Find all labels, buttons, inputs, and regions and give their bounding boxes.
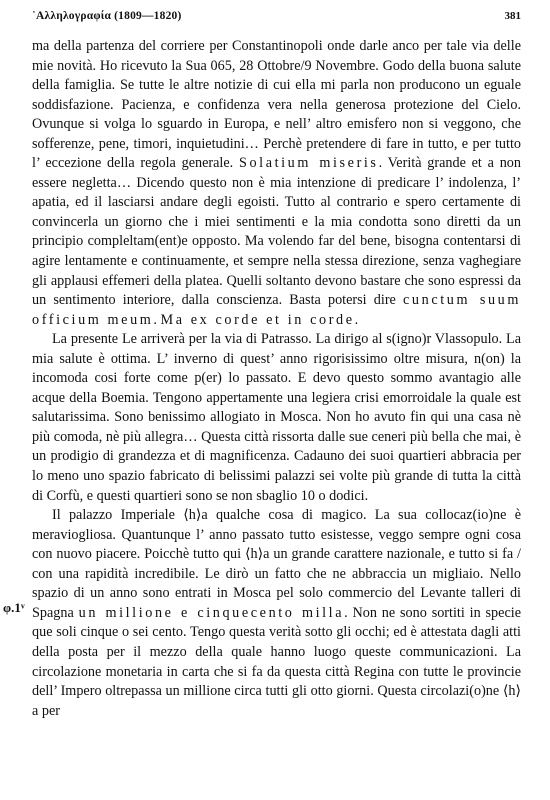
- text-run: Il palazzo Imperiale ⟨h⟩a qualche cosa di magico. La sua collocaz(io)ne è meraviogliosa. Quantunque l’ anno passato tutto esistesse, veggo sempre ogni cosa con nuovo piacere. Poicchè tutto qui ⟨h⟩a un grande carattere nazionale, e tutto si fa / con una rapidità incredibile. Le dirò un fatto che ne abbraccia un migliaio. Nello spazio di un anno sono entrati in Mosca pel solo commercio del Levante talleri di Spagna: [32, 507, 521, 621]
- spaced-emphasis: Solatium miseris: [238, 155, 379, 172]
- spaced-emphasis: un millione e cinquecento milla: [78, 604, 345, 621]
- letter-body: [32, 37, 521, 721]
- text-run: . Non ne sono sortiti in specie que soli cinque o sei cento. Tengo questa verità sotto gli occhi; ed è attestata dagli atti della posta per il mezzo della quale hanno luogo queste communicazioni. La circolazione monetaria in carta che si fa da questa città Regina con tutte le provincie dell’ Impero oltrepassa un millione circa tutti gli otto giorni. Questa circolazi(o)ne ⟨h⟩a per: [32, 604, 521, 719]
- text-run: .: [354, 311, 359, 328]
- spaced-emphasis: cunctum suum officium meum: [32, 292, 522, 328]
- paragraph-continuation: [32, 37, 521, 330]
- text-run: La presente Le arriverà per la via di Patrasso. La dirigo al s(igno)r Vlassopulo. La mia salute è ottima. L’ inverno di quest’ anno rigorisissimo oltre misura, n(on) la incomoda cosi forte come p(er) lo passato. E devo questo sommo avantagio alle acque della Boemia. Tengono appertamente una legiera crisi emorroidale la quale est salutarissima. Sono benissimo allogiato in Mosca. Non ho avuto fin qui una casa nè più comoda, nè più allegra… Questa città rissorta dalle sue ceneri più bella che mai, è un prodigio di grandezza et di magnificenza. Cadauno dei suoi quartieri abbracia per lo meno uno spazio fabricato di belissimi palazzi sei volte più grande di tutta la città di Corfù, e questi quartieri sono se non sbaglio 10 o dodici.: [32, 331, 521, 504]
- paragraph-palazzo: [32, 506, 521, 721]
- text-run: . Verità grande et a non essere negletta… Dicendo questo non è mia intenzione di predicare l’ indolenza, l’ apatia, ed il lasciarsi andare degli egoisti. Tutto al contrario e spero certamente di convincerla un giorno che i miei sentimenti e la mia condotta sono diretti da un principio compleltam(ent)e opposto. Ma volendo far del bene, bisogna contentarsi di agire lentamente e continuamente, et sempre nella stessa direzione, senza vaghegiare gli applausi effemeri della platea. Quelli soltanto devono bastare che sono espressi da un sentimento interiore, dalla conscienza. Basta potersi dire: [32, 155, 521, 309]
- running-header: [32, 10, 521, 28]
- running-title: ᾿Αλληλογραφία (1809—1820): [32, 10, 182, 22]
- paragraph-patrasso: [32, 330, 521, 506]
- text-run: .: [153, 311, 161, 328]
- page-number: 381: [504, 10, 521, 22]
- text-run: ma della partenza del corriere per Constantinopoli onde darle anco per tale via delle mie novità. Ho ricevuto la Sua 065, 28 Ottobre/9 Novembre. Godo della buona salute della famiglia. Se tutte le altre notizie di cui ella mi parla non producono un eguale soddisfazione. Pacienza, e confidenza vera nella generosa protezione del Cielo. Ovunque si volga lo sguardo in Europa, e nell’ altro emisfero non si veggono, che sofferenze, pene, timori, inquietudini… Perchè pretendere di fare in tutto, e per tutto l’ eccezione della regola generale.: [32, 38, 521, 172]
- spaced-emphasis: Ma ex corde et in corde: [160, 311, 355, 328]
- margin-folio-note: φ.1ᵛ: [3, 600, 25, 615]
